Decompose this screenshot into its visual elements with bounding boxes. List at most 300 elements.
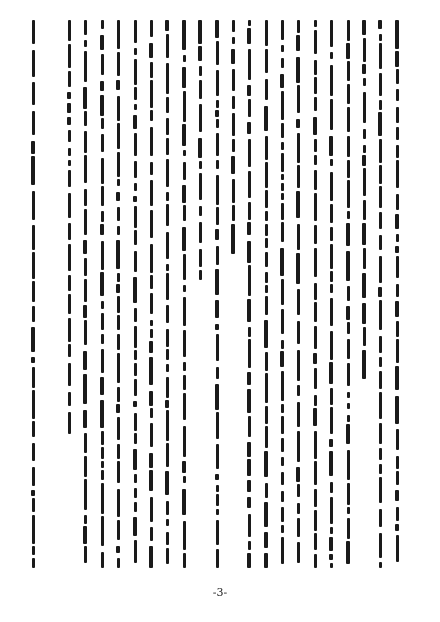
script-word	[379, 448, 382, 460]
script-word	[281, 525, 284, 533]
script-word	[314, 302, 317, 322]
script-word	[32, 390, 35, 419]
script-word	[183, 150, 186, 156]
script-word	[134, 206, 137, 228]
script-word	[314, 510, 317, 531]
script-word	[117, 179, 120, 186]
script-word	[166, 548, 169, 564]
script-word	[166, 443, 169, 467]
script-word	[296, 119, 300, 128]
script-word	[183, 330, 186, 357]
script-word	[166, 34, 169, 58]
script-word	[150, 62, 153, 78]
script-word	[247, 553, 251, 568]
script-word	[346, 251, 350, 281]
script-word	[84, 189, 87, 206]
script-word	[281, 153, 284, 172]
script-word	[216, 133, 219, 156]
script-word	[134, 488, 137, 498]
script-word	[83, 87, 87, 109]
script-word	[347, 507, 350, 514]
script-word	[247, 28, 251, 44]
script-word	[166, 364, 169, 372]
script-word	[281, 537, 284, 564]
script-word	[396, 194, 399, 210]
script-word	[296, 191, 300, 218]
script-word	[166, 349, 169, 360]
script-word	[281, 203, 284, 220]
script-word	[297, 20, 300, 33]
script-word	[297, 431, 300, 462]
script-word	[165, 20, 169, 31]
script-word	[149, 391, 153, 406]
text-column	[277, 20, 289, 568]
script-word	[379, 73, 382, 96]
script-word	[149, 341, 153, 353]
script-word	[183, 476, 186, 483]
script-word	[347, 107, 350, 132]
text-column	[310, 20, 322, 568]
script-word	[182, 67, 186, 88]
script-word	[379, 186, 382, 208]
script-word	[134, 502, 137, 512]
script-word	[362, 303, 366, 324]
text-column	[212, 20, 224, 568]
script-word	[133, 115, 137, 129]
script-word	[117, 20, 120, 49]
script-word	[330, 227, 333, 241]
script-word	[150, 293, 153, 314]
script-word	[314, 368, 317, 389]
script-word	[67, 117, 71, 125]
script-word	[215, 229, 219, 240]
script-word	[379, 139, 382, 163]
script-word	[265, 252, 268, 267]
script-word	[133, 401, 137, 407]
script-word	[396, 69, 399, 84]
script-word	[363, 38, 366, 62]
script-word	[347, 450, 350, 480]
script-word	[116, 192, 120, 201]
script-word	[363, 200, 366, 220]
script-word	[183, 254, 186, 280]
script-word	[166, 159, 169, 187]
script-word	[297, 350, 300, 381]
script-word	[248, 514, 251, 537]
script-word	[329, 451, 333, 476]
script-word	[396, 339, 399, 363]
script-word	[101, 334, 104, 344]
script-word	[150, 244, 153, 273]
script-word	[232, 179, 235, 203]
script-word	[362, 20, 366, 35]
script-word	[166, 97, 169, 113]
script-word	[117, 417, 120, 440]
script-word	[150, 527, 153, 541]
script-word	[182, 489, 186, 515]
script-word	[379, 392, 382, 419]
script-word	[265, 352, 268, 371]
script-word	[378, 287, 382, 297]
script-word	[281, 279, 284, 305]
script-word	[347, 322, 350, 334]
script-word	[83, 240, 87, 254]
text-column	[343, 20, 355, 568]
text-column	[113, 20, 125, 568]
script-word	[396, 507, 399, 521]
script-word	[84, 131, 87, 153]
script-word	[379, 477, 382, 503]
script-word	[149, 357, 153, 385]
script-word	[247, 497, 251, 508]
script-word	[248, 49, 251, 80]
script-word	[297, 85, 300, 113]
script-word	[362, 223, 366, 245]
script-word	[216, 367, 219, 379]
script-word	[183, 362, 186, 371]
script-word	[116, 546, 120, 553]
script-word	[330, 204, 333, 223]
script-word	[84, 546, 87, 563]
script-word	[347, 286, 350, 301]
script-word	[247, 241, 251, 263]
script-word	[296, 35, 300, 51]
script-word	[247, 122, 251, 134]
script-word	[215, 324, 219, 330]
script-word	[395, 20, 399, 49]
script-word	[216, 494, 219, 506]
script-word	[281, 123, 284, 138]
script-word	[134, 433, 137, 444]
script-word	[265, 211, 268, 221]
script-word	[281, 416, 284, 434]
script-word	[31, 156, 35, 185]
script-word	[32, 421, 35, 437]
script-word	[346, 306, 350, 320]
script-word	[216, 520, 219, 545]
script-word	[68, 160, 71, 166]
script-word	[32, 443, 35, 461]
script-word	[215, 384, 219, 410]
script-word	[329, 362, 333, 384]
script-word	[101, 186, 104, 206]
script-word	[379, 357, 382, 367]
script-word	[100, 81, 104, 91]
script-word	[150, 275, 153, 289]
document-title-column	[28, 20, 42, 568]
script-word	[182, 461, 186, 473]
script-word	[150, 20, 153, 37]
script-word	[101, 483, 104, 514]
script-word	[183, 297, 186, 326]
script-word	[101, 516, 104, 546]
script-word	[347, 20, 350, 41]
script-word	[247, 85, 251, 96]
script-word	[117, 315, 120, 330]
script-word	[281, 472, 284, 485]
text-column	[97, 20, 109, 568]
script-word	[297, 542, 300, 563]
text-column	[195, 20, 207, 568]
script-word	[150, 180, 153, 206]
script-word	[314, 431, 317, 459]
script-word	[166, 305, 169, 323]
text-column	[261, 20, 273, 568]
script-word	[297, 289, 300, 315]
script-word	[134, 20, 137, 43]
script-word	[116, 284, 120, 293]
script-word	[314, 97, 317, 111]
script-word	[330, 388, 333, 405]
script-word	[314, 461, 317, 485]
script-word	[264, 553, 268, 568]
script-word	[84, 279, 87, 302]
script-word	[264, 532, 268, 548]
script-word	[281, 174, 284, 180]
script-word	[314, 193, 317, 221]
script-word	[363, 129, 366, 139]
script-word	[248, 171, 251, 198]
script-word	[166, 204, 169, 226]
script-word	[264, 106, 268, 131]
script-word	[101, 431, 104, 445]
script-word	[32, 306, 35, 322]
text-column	[375, 20, 387, 568]
script-word	[248, 327, 251, 337]
script-word	[247, 222, 251, 235]
script-word	[363, 78, 366, 86]
script-word	[83, 351, 87, 370]
script-word	[134, 48, 137, 55]
script-word	[265, 79, 268, 100]
script-word	[117, 296, 120, 313]
script-word	[166, 232, 169, 259]
script-word	[83, 374, 87, 404]
script-word	[265, 285, 268, 293]
script-word	[83, 526, 87, 544]
script-word	[396, 456, 399, 469]
script-word	[32, 515, 35, 544]
script-word	[396, 256, 399, 278]
script-word	[330, 563, 333, 568]
script-word	[247, 442, 251, 457]
script-word	[117, 334, 120, 350]
script-word	[297, 503, 300, 514]
script-word	[134, 251, 137, 272]
script-word	[378, 112, 382, 136]
script-word	[100, 224, 104, 235]
script-word	[329, 554, 333, 560]
script-word	[117, 96, 120, 121]
script-word	[100, 400, 104, 428]
script-word	[101, 211, 104, 222]
script-word	[395, 301, 399, 317]
script-word	[281, 309, 284, 334]
script-word	[329, 537, 333, 551]
body-text-block	[64, 20, 404, 568]
script-word	[395, 490, 399, 501]
script-word	[166, 329, 169, 347]
script-word	[216, 509, 219, 515]
script-word	[330, 482, 333, 493]
script-word	[280, 351, 284, 367]
script-word	[216, 160, 219, 169]
script-word	[314, 533, 317, 550]
script-word	[314, 326, 317, 349]
script-word	[314, 283, 317, 300]
script-word	[150, 329, 153, 338]
script-word	[133, 517, 137, 536]
script-word	[199, 270, 202, 280]
script-word	[216, 444, 219, 469]
script-word	[281, 45, 284, 52]
script-word	[117, 520, 120, 540]
script-word	[166, 410, 169, 441]
script-word	[84, 111, 87, 126]
script-word	[280, 74, 284, 88]
script-word	[134, 379, 137, 396]
script-word	[281, 58, 284, 68]
script-word	[182, 20, 186, 50]
script-word	[297, 133, 300, 163]
script-word	[232, 69, 235, 91]
script-word	[330, 244, 333, 269]
script-word	[396, 145, 399, 158]
script-word	[346, 223, 350, 246]
script-word	[314, 139, 317, 152]
script-word	[32, 82, 35, 105]
script-word	[134, 363, 137, 376]
script-word	[265, 20, 268, 46]
script-word	[68, 71, 71, 87]
script-word	[182, 227, 186, 251]
script-word	[247, 389, 251, 413]
script-word	[296, 467, 300, 482]
script-word	[32, 111, 35, 135]
script-word	[101, 552, 104, 568]
script-word	[265, 373, 268, 403]
script-word	[199, 104, 202, 132]
script-word	[68, 20, 71, 41]
script-word	[379, 43, 382, 69]
script-word	[248, 99, 251, 117]
script-word	[117, 353, 120, 383]
script-word	[133, 277, 137, 303]
script-word	[247, 459, 251, 476]
script-word	[363, 92, 366, 123]
script-word	[297, 165, 300, 188]
script-word	[134, 133, 137, 156]
script-word	[330, 407, 333, 434]
script-word	[67, 92, 71, 99]
script-word	[314, 170, 317, 190]
script-word	[264, 451, 268, 477]
script-word	[281, 457, 284, 466]
script-word	[68, 193, 71, 218]
script-word	[166, 377, 169, 398]
script-word	[31, 490, 35, 496]
script-word	[68, 275, 71, 291]
script-word	[232, 139, 235, 152]
script-word	[68, 344, 71, 357]
script-word	[68, 392, 71, 406]
script-word	[281, 193, 284, 200]
script-word	[330, 99, 333, 130]
script-word	[32, 252, 35, 279]
script-word	[83, 410, 87, 428]
script-word	[216, 207, 219, 225]
script-word	[313, 353, 317, 364]
script-word	[182, 185, 186, 203]
script-word	[68, 148, 71, 156]
script-word	[363, 168, 366, 196]
script-word	[116, 240, 120, 269]
script-word	[314, 248, 317, 277]
script-word	[84, 51, 87, 82]
script-word	[32, 281, 35, 302]
script-word	[247, 480, 251, 492]
script-word	[101, 134, 104, 152]
script-word	[379, 235, 382, 250]
script-word	[395, 51, 399, 67]
script-word	[330, 527, 333, 534]
script-word	[362, 64, 366, 74]
script-word	[379, 423, 382, 444]
script-word	[84, 155, 87, 183]
script-word	[150, 423, 153, 447]
script-word	[150, 80, 153, 108]
script-word	[101, 447, 104, 459]
script-word	[133, 196, 137, 202]
script-word	[314, 489, 317, 507]
script-word	[379, 562, 382, 568]
script-word	[149, 453, 153, 468]
script-word	[216, 485, 219, 492]
script-word	[379, 34, 382, 41]
text-column	[293, 20, 305, 568]
text-column	[64, 20, 76, 568]
script-word	[330, 271, 333, 282]
script-word	[347, 415, 350, 422]
script-word	[297, 321, 300, 344]
script-word	[247, 299, 251, 322]
script-word	[84, 209, 87, 235]
script-word	[395, 524, 399, 531]
script-word	[101, 20, 104, 29]
script-word	[396, 429, 399, 450]
script-word	[281, 183, 284, 191]
script-word	[296, 253, 300, 284]
script-word	[281, 438, 284, 452]
text-column	[80, 20, 92, 568]
script-word	[362, 155, 366, 166]
script-word	[314, 20, 317, 27]
script-word	[31, 141, 35, 154]
script-word	[150, 408, 153, 418]
script-word	[330, 52, 333, 59]
script-word	[265, 136, 268, 160]
script-word	[265, 483, 268, 498]
script-word	[330, 331, 333, 360]
script-word	[183, 91, 186, 122]
script-word	[165, 400, 169, 408]
script-word	[264, 502, 268, 527]
script-word	[379, 256, 382, 283]
script-word	[101, 349, 104, 373]
script-word	[215, 300, 219, 318]
script-word	[379, 336, 382, 353]
script-word	[232, 96, 235, 109]
